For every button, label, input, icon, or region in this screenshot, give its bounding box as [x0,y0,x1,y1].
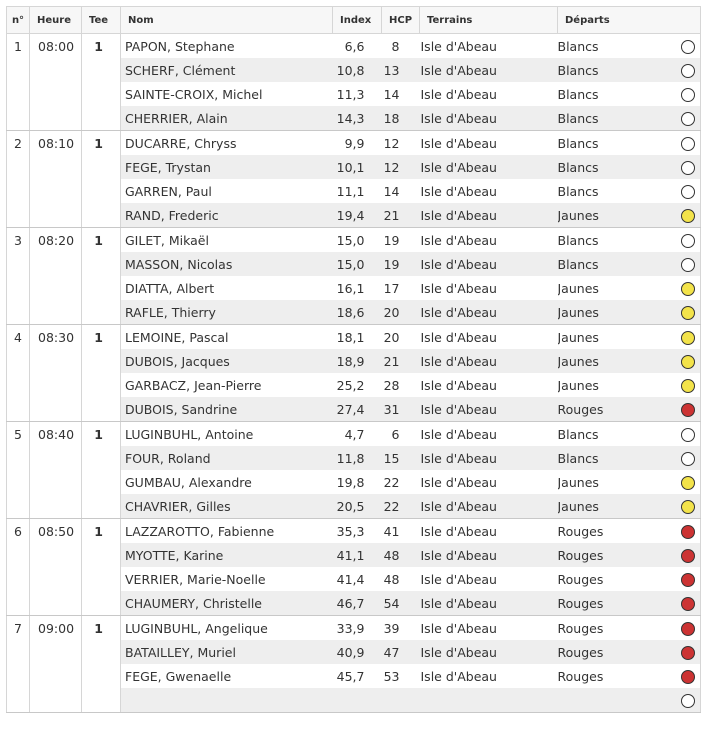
player-depart [558,688,678,713]
table-body [7,34,701,713]
player-terrain: Isle d'Abeau [420,135,497,151]
player-terrain: Isle d'Abeau [420,640,558,664]
player-hcp: 14 [383,183,400,199]
player-name[interactable]: SCHERF, Clément [121,58,333,82]
player-index: 18,1 [336,329,365,345]
player-depart: Blancs [558,58,678,82]
player-terrain: Isle d'Abeau [420,38,497,54]
player-depart: Blancs [557,38,599,54]
player-depart: Jaunes [557,474,599,490]
player-depart: Blancs [558,252,678,276]
player-hcp: 15 [382,446,420,470]
player-hcp: 17 [383,280,400,296]
player-name[interactable]: SAINTE-CROIX, Michel [125,86,263,102]
circle-icon [681,500,695,514]
circle-icon [681,476,695,490]
player-hcp: 20 [383,329,400,345]
player-index: 18,9 [333,349,382,373]
group-time: 08:20 [30,228,82,325]
player-terrain: Isle d'Abeau [420,280,497,296]
player-hcp [382,688,420,713]
player-index: 15,0 [333,252,382,276]
player-hcp: 8 [391,38,400,54]
circle-icon [681,209,695,223]
tee-color-marker [678,276,701,300]
circle-icon [681,622,695,636]
circle-icon [681,331,695,345]
player-index: 45,7 [336,668,365,684]
group-time: 09:00 [30,616,82,713]
group-time: 08:30 [30,325,82,422]
player-hcp: 21 [382,203,420,228]
circle-icon [681,670,695,684]
tee-time-table [6,6,701,713]
player-terrain: Isle d'Abeau [420,106,558,131]
player-depart: Blancs [557,183,599,199]
tee-color-marker [678,397,701,422]
player-hcp: 20 [382,300,420,325]
player-index: 10,1 [333,155,382,179]
player-depart: Rouges [558,543,678,567]
player-terrain: Isle d'Abeau [420,397,558,422]
player-name[interactable]: GILET, Mikaël [125,232,209,248]
col-header-tee[interactable]: Tee [82,7,121,34]
circle-icon [681,112,695,126]
player-name[interactable]: FEGE, Gwenaelle [125,668,232,684]
player-index: 16,1 [336,280,365,296]
player-name[interactable]: FOUR, Roland [121,446,333,470]
player-name[interactable]: PAPON, Stephane [125,38,235,54]
player-index: 20,5 [333,494,382,519]
group-number: 3 [7,228,30,325]
player-name[interactable]: RAFLE, Thierry [121,300,333,325]
circle-icon [681,88,695,102]
player-hcp: 12 [382,155,420,179]
player-depart: Jaunes [557,280,599,296]
player-name[interactable]: BATAILLEY, Muriel [121,640,333,664]
table-row [7,616,701,641]
tee-color-marker [678,494,701,519]
circle-icon [681,597,695,611]
player-hcp: 12 [383,135,400,151]
tee-color-marker [678,373,701,397]
circle-icon [681,137,695,151]
tee-color-marker [678,422,701,447]
circle-icon [681,185,695,199]
player-depart: Jaunes [557,329,599,345]
player-depart: Jaunes [558,349,678,373]
tee-color-marker [678,58,701,82]
player-name[interactable] [121,688,333,713]
player-hcp: 14 [383,86,400,102]
player-name[interactable]: RAND, Frederic [121,203,333,228]
group-number: 7 [7,616,30,713]
player-terrain: Isle d'Abeau [420,446,558,470]
circle-icon [681,355,695,369]
tee-color-marker [678,616,701,641]
player-index: 27,4 [333,397,382,422]
player-index: 46,7 [333,591,382,616]
player-name[interactable]: LUGINBUHL, Antoine [125,426,254,442]
player-name[interactable]: CHERRIER, Alain [121,106,333,131]
player-hcp: 48 [382,543,420,567]
player-index: 25,2 [336,377,365,393]
player-index: 11,8 [333,446,382,470]
circle-icon [681,40,695,54]
tee-color-marker [678,640,701,664]
player-depart: Jaunes [558,494,678,519]
player-hcp: 53 [383,668,400,684]
player-name[interactable]: CHAVRIER, Gilles [121,494,333,519]
player-terrain: Isle d'Abeau [420,571,497,587]
player-depart: Blancs [558,155,678,179]
player-hcp: 19 [383,232,400,248]
player-index: 41,4 [336,571,365,587]
player-index: 18,6 [333,300,382,325]
player-terrain: Isle d'Abeau [420,300,558,325]
player-name[interactable]: MASSON, Nicolas [121,252,333,276]
circle-icon [681,234,695,248]
tee-color-marker [678,446,701,470]
player-index: 11,3 [336,86,365,102]
player-terrain: Isle d'Abeau [420,203,558,228]
group-number: 4 [7,325,30,422]
group-tee: 1 [82,519,121,616]
player-depart: Blancs [557,232,599,248]
player-name[interactable]: MYOTTE, Karine [121,543,333,567]
group-tee: 1 [82,228,121,325]
group-number: 5 [7,422,30,519]
player-depart: Rouges [558,640,678,664]
player-index: 10,8 [333,58,382,82]
player-index: 14,3 [333,106,382,131]
col-header-heure[interactable]: Heure [30,7,82,34]
player-depart: Blancs [557,426,599,442]
group-time: 08:40 [30,422,82,519]
tee-color-marker [678,349,701,373]
player-terrain: Isle d'Abeau [420,155,558,179]
player-terrain: Isle d'Abeau [420,58,558,82]
player-depart: Jaunes [558,203,678,228]
player-index [333,688,382,713]
player-hcp: 47 [382,640,420,664]
tee-color-marker [678,470,701,494]
tee-color-marker [678,300,701,325]
circle-icon [681,646,695,660]
tee-color-marker [678,131,701,156]
player-hcp: 6 [391,426,400,442]
circle-icon [681,64,695,78]
circle-icon [681,694,695,708]
circle-icon [681,282,695,296]
player-terrain: Isle d'Abeau [420,349,558,373]
player-name[interactable]: GARREN, Paul [125,183,212,199]
player-name[interactable]: DIATTA, Albert [125,280,215,296]
group-tee: 1 [82,422,121,519]
player-depart: Rouges [557,668,604,684]
player-hcp: 54 [382,591,420,616]
player-name[interactable]: VERRIER, Marie-Noelle [125,571,266,587]
player-terrain: Isle d'Abeau [420,86,497,102]
player-depart: Rouges [557,523,604,539]
player-hcp: 48 [383,571,400,587]
player-terrain: Isle d'Abeau [420,329,497,345]
tee-color-marker [678,106,701,131]
table-row [7,422,701,447]
player-hcp: 39 [383,620,400,636]
tee-color-marker [678,252,701,276]
tee-color-marker [678,203,701,228]
group-tee: 1 [82,616,121,713]
circle-icon [681,525,695,539]
circle-icon [681,258,695,272]
player-depart: Jaunes [557,377,599,393]
player-index: 33,9 [336,620,365,636]
player-name[interactable]: DUBOIS, Jacques [121,349,333,373]
player-terrain: Isle d'Abeau [420,183,497,199]
circle-icon [681,403,695,417]
player-terrain: Isle d'Abeau [420,668,497,684]
player-terrain: Isle d'Abeau [420,591,558,616]
player-terrain: Isle d'Abeau [420,377,497,393]
player-terrain: Isle d'Abeau [420,620,497,636]
player-hcp: 21 [382,349,420,373]
group-tee: 1 [82,131,121,228]
player-hcp: 41 [383,523,400,539]
player-index: 19,4 [333,203,382,228]
tee-color-marker [678,155,701,179]
group-number: 1 [7,34,30,131]
player-index: 4,7 [344,426,365,442]
player-hcp: 22 [382,494,420,519]
player-name[interactable]: DUBOIS, Sandrine [121,397,333,422]
col-header-nom[interactable]: Nom [121,7,333,34]
player-name[interactable]: CHAUMERY, Christelle [121,591,333,616]
player-index: 40,9 [333,640,382,664]
player-terrain: Isle d'Abeau [420,474,497,490]
tee-color-marker [678,228,701,253]
player-depart: Blancs [557,135,599,151]
player-name[interactable]: LEMOINE, Pascal [125,329,229,345]
player-name[interactable]: DUCARRE, Chryss [125,135,237,151]
player-terrain: Isle d'Abeau [420,232,497,248]
tee-color-marker [678,591,701,616]
player-hcp: 13 [382,58,420,82]
group-time: 08:10 [30,131,82,228]
tee-color-marker [678,34,701,59]
player-index: 35,3 [336,523,365,539]
col-header-terrains[interactable]: Terrains [420,7,558,34]
group-tee: 1 [82,325,121,422]
tee-color-marker [678,325,701,350]
player-index: 9,9 [344,135,365,151]
table-row [7,131,701,156]
player-terrain: Isle d'Abeau [420,523,497,539]
player-index: 11,1 [336,183,365,199]
group-number: 6 [7,519,30,616]
circle-icon [681,161,695,175]
player-depart: Rouges [557,620,604,636]
tee-color-marker [678,519,701,544]
circle-icon [681,573,695,587]
col-header-n[interactable]: n° [7,7,30,34]
player-name[interactable]: GARBACZ, Jean-Pierre [125,377,262,393]
player-index: 41,1 [333,543,382,567]
player-depart: Rouges [558,591,678,616]
player-terrain: Isle d'Abeau [420,426,497,442]
player-hcp: 18 [382,106,420,131]
group-time: 08:50 [30,519,82,616]
player-depart: Blancs [558,446,678,470]
tee-color-marker [678,179,701,203]
col-header-departs[interactable]: Départs [558,7,701,34]
circle-icon [681,549,695,563]
tee-color-marker [678,567,701,591]
player-index: 15,0 [336,232,365,248]
player-name[interactable]: GUMBAU, Alexandre [125,474,252,490]
player-terrain: Isle d'Abeau [420,494,558,519]
player-hcp: 31 [382,397,420,422]
group-time: 08:00 [30,34,82,131]
circle-icon [681,379,695,393]
group-number: 2 [7,131,30,228]
player-hcp: 28 [383,377,400,393]
tee-color-marker [678,688,701,713]
player-name[interactable]: LAZZAROTTO, Fabienne [125,523,275,539]
player-depart: Blancs [558,106,678,131]
player-terrain: Isle d'Abeau [420,252,558,276]
circle-icon [681,428,695,442]
player-terrain [420,688,558,713]
player-depart: Jaunes [558,300,678,325]
player-hcp: 22 [383,474,400,490]
player-depart: Rouges [557,571,604,587]
tee-color-marker [678,82,701,106]
table-header-row [7,7,701,34]
tee-color-marker [678,543,701,567]
table-row [7,228,701,253]
col-header-hcp[interactable]: HCP [382,7,420,34]
player-index: 6,6 [344,38,365,54]
table-row [7,325,701,350]
player-depart: Blancs [557,86,599,102]
circle-icon [681,452,695,466]
col-header-index[interactable]: Index [333,7,382,34]
player-name[interactable]: LUGINBUHL, Angelique [125,620,268,636]
player-depart: Rouges [558,397,678,422]
table-row [7,519,701,544]
group-tee: 1 [82,34,121,131]
circle-icon [681,306,695,320]
tee-color-marker [678,664,701,688]
player-hcp: 19 [382,252,420,276]
table-row [7,34,701,59]
player-terrain: Isle d'Abeau [420,543,558,567]
player-index: 19,8 [336,474,365,490]
player-name[interactable]: FEGE, Trystan [121,155,333,179]
